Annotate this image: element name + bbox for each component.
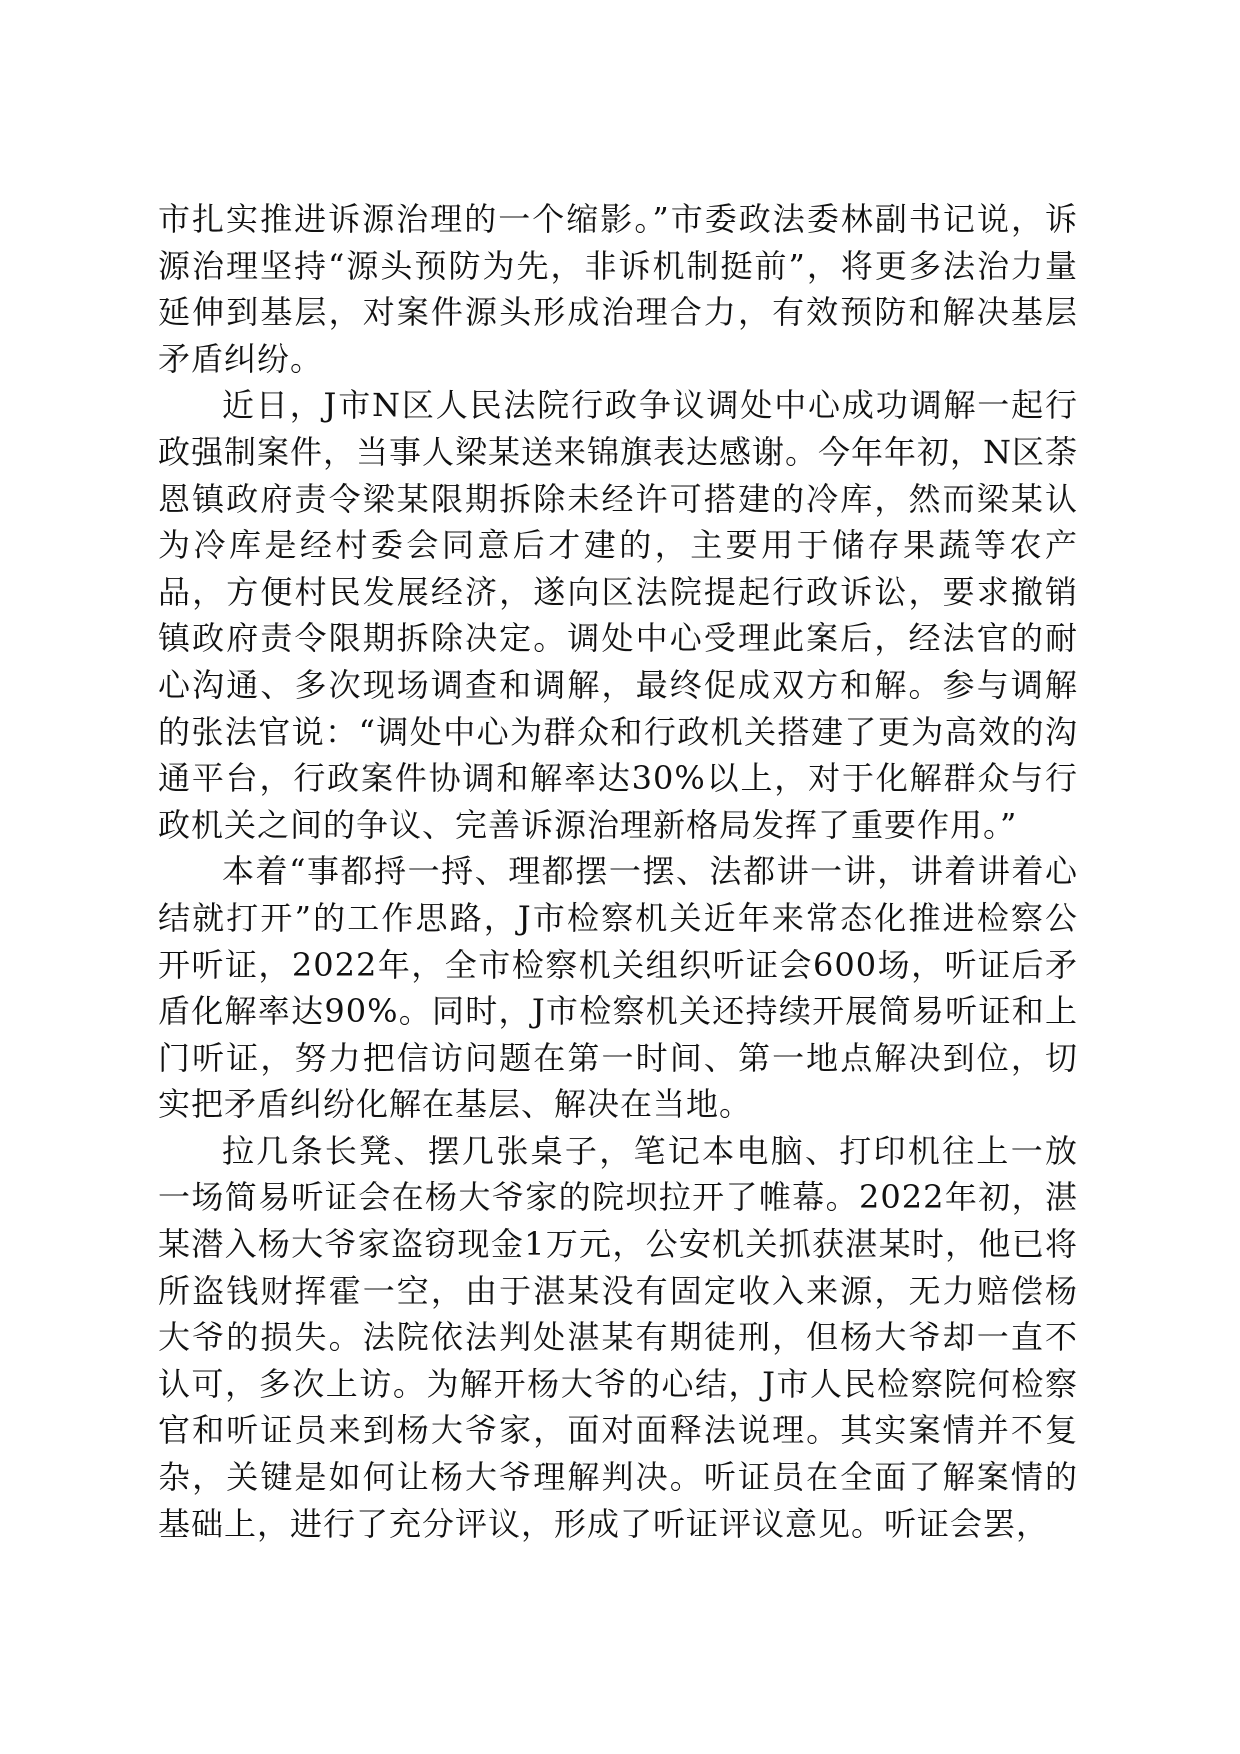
paragraph-procuratorate-hearing: 本着“事都捋一捋、理都摆一摆、法都讲一讲，讲着讲着心结就打开”的工作思路，J市检察机关近年来常态化推进检察公开听证，2022年，全市检察机关组织听证会600场，听证后矛盾化解率达90%。同时，J市检察机关还持续开展简易听证和上门听证，努力把信访问题在第一时间、第一地点解决到位，切实把矛盾纠纷化解在基层、解决在当地。	[158, 852, 1078, 1124]
paragraph-continuation: 市扎实推进诉源治理的一个缩影。”市委政法委林副书记说，诉源治理坚持“源头预防为先，非诉机制挺前”，将更多法治力量延伸到基层，对案件源头形成治理合力，有效预防和解决基层矛盾纠纷。	[158, 200, 1078, 378]
document-body	[158, 196, 1078, 1547]
paragraph-court-mediation: 近日，J市N区人民法院行政争议调处中心成功调解一起行政强制案件，当事人梁某送来锦旗表达感谢。今年年初，N区荼恩镇政府责令梁某限期拆除未经许可搭建的冷库，然而梁某认为冷库是经村委会同意后才建的，主要用于储存果蔬等农产品，方便村民发展经济，遂向区法院提起行政诉讼，要求撤销镇政府责令限期拆除决定。调处中心受理此案后，经法官的耐心沟通、多次现场调查和调解，最终促成双方和解。参与调解的张法官说：“调处中心为群众和行政机关搭建了更为高效的沟通平台，行政案件协调和解率达30%以上，对于化解群众与行政机关之间的争议、完善诉源治理新格局发挥了重要作用。”	[158, 386, 1079, 844]
paragraph-simple-hearing: 拉几条长凳、摆几张桌子，笔记本电脑、打印机往上一放一场简易听证会在杨大爷家的院坝拉开了帷幕。2022年初，湛某潜入杨大爷家盗窃现金1万元，公安机关抓获湛某时，他已将所盗钱财挥霍一空，由于湛某没有固定收入来源，无力赔偿杨大爷的损失。法院依法判处湛某有期徒刑，但杨大爷却一直不认可，多次上访。为解开杨大爷的心结，J市人民检察院何检察官和听证员来到杨大爷家，面对面释法说理。其实案情并不复杂，关键是如何让杨大爷理解判决。听证员在全面了解案情的基础上，进行了充分评议，形成了听证评议意见。听证会罢，	[158, 1131, 1078, 1543]
